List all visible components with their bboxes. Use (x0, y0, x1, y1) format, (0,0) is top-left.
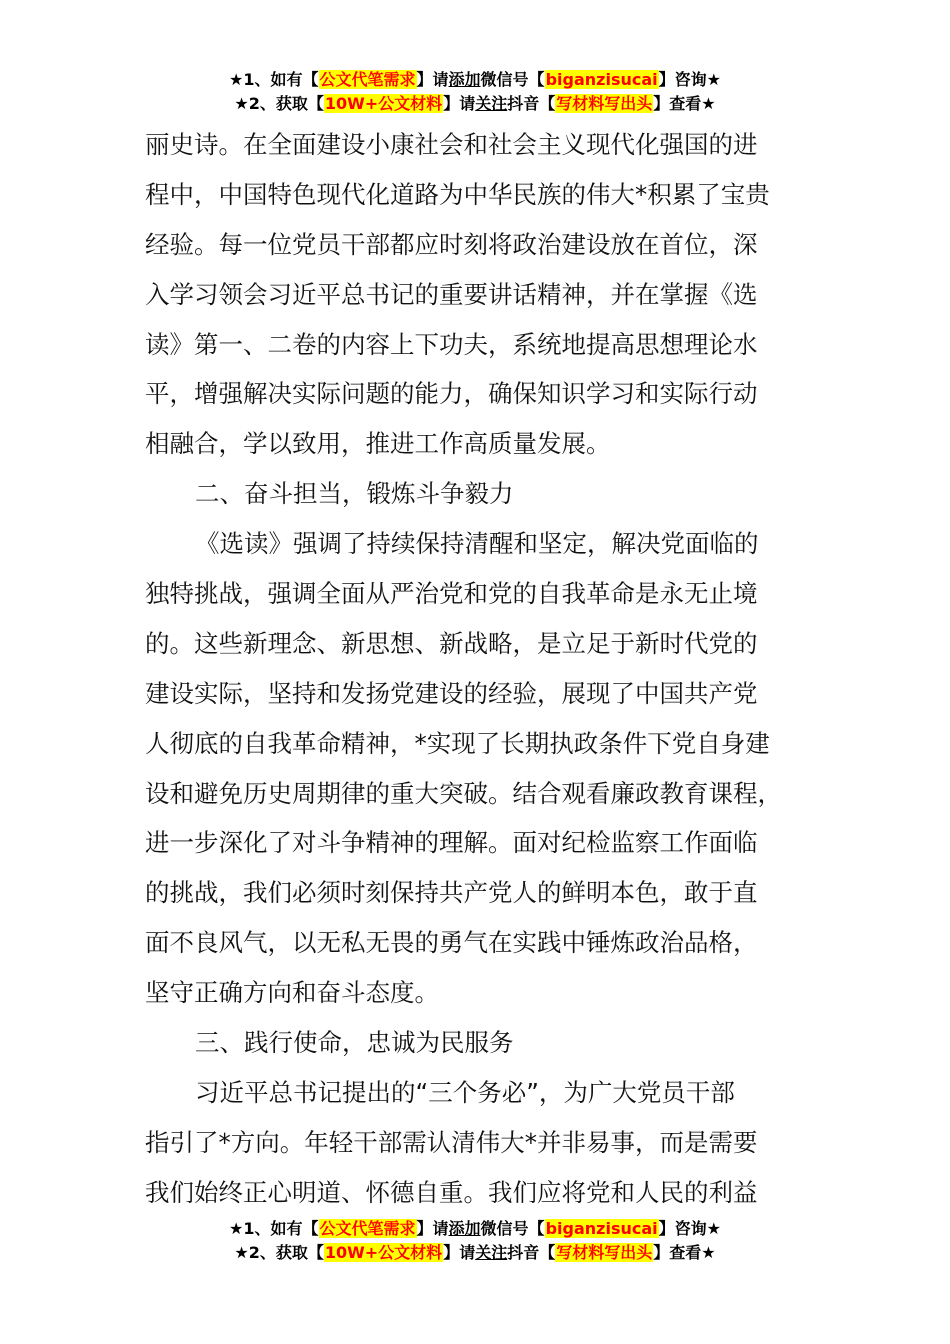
section-heading: 二、奋斗担当，锻炼斗争毅力 (195, 479, 514, 509)
body-line: 入学习领会习近平总书记的重要讲话精神，并在掌握《选 (145, 279, 758, 309)
banner-text: 抖音【 (507, 94, 556, 113)
underlined-text: 添加 (448, 1219, 481, 1238)
banner-text: 】请 (416, 1219, 449, 1238)
banner-line-2 (0, 1241, 950, 1265)
document-body (145, 120, 805, 1218)
banner-line-2 (0, 92, 950, 116)
body-line: 进一步深化了对斗争精神的理解。面对纪检监察工作面临 (145, 828, 758, 858)
body-line: 坚守正确方向和奋斗态度。 (145, 978, 439, 1008)
banner-line-1 (0, 68, 950, 92)
highlight-text: 公文代笔需求 (319, 1219, 416, 1238)
body-line: 人彻底的自我革命精神，*实现了长期执政条件下党自身建 (145, 728, 770, 758)
body-line: 丽史诗。在全面建设小康社会和社会主义现代化强国的进 (145, 130, 758, 159)
banner-text: ★1、如有【 (229, 70, 319, 89)
banner-text: 】查看★ (653, 1243, 716, 1262)
section-heading: 三、践行使命，忠诚为民服务 (195, 1028, 514, 1058)
highlight-text: 写材料写出头 (556, 94, 653, 113)
body-line: 平，增强解决实际问题的能力，确保知识学习和实际行动 (145, 379, 758, 409)
body-line: 相融合，学以致用，推进工作高质量发展。 (145, 429, 611, 459)
body-line: 面不良风气，以无私无畏的勇气在实践中锤炼政治品格， (145, 928, 758, 958)
banner-text: 】请 (443, 1243, 476, 1262)
banner-text: 】请 (416, 70, 449, 89)
highlight-text: 10W+公文材料 (324, 94, 443, 113)
banner-text: 】咨询★ (658, 1219, 721, 1238)
banner-text: 抖音【 (507, 1243, 556, 1262)
body-line: 设和避免历史周期律的重大突破。结合观看廉政教育课程， (145, 778, 782, 808)
underlined-text: 关注 (475, 94, 508, 113)
body-line: 独特挑战，强调全面从严治党和党的自我革命是永无止境 (145, 579, 758, 609)
body-line: 我们始终正心明道、怀德自重。我们应将党和人民的利益 (145, 1177, 758, 1207)
highlight-text: 写材料写出头 (556, 1243, 653, 1262)
body-line: 的。这些新理念、新思想、新战略，是立足于新时代党的 (145, 628, 758, 658)
highlight-text: 10W+公文材料 (324, 1243, 443, 1262)
header-banner (0, 68, 950, 116)
banner-line-1 (0, 1217, 950, 1241)
highlight-text: 公文代笔需求 (319, 70, 416, 89)
banner-text: 微信号【 (480, 1219, 545, 1238)
body-line: 《选读》强调了持续保持清醒和坚定，解决党面临的 (195, 529, 759, 559)
banner-text: ★2、获取【 (234, 1243, 324, 1262)
body-line: 指引了*方向。年轻干部需认清伟大*并非易事，而是需要 (145, 1127, 758, 1157)
body-line: 习近平总书记提出的“三个务必”，为广大党员干部 (195, 1077, 735, 1107)
body-line: 建设实际，坚持和发扬党建设的经验，展现了中国共产党 (145, 678, 758, 708)
body-line: 读》第一、二卷的内容上下功夫，系统地提高思想理论水 (145, 329, 758, 359)
banner-text: 】请 (443, 94, 476, 113)
banner-text: 】查看★ (653, 94, 716, 113)
underlined-text: 关注 (475, 1243, 508, 1262)
highlight-text: biganzisucai (545, 1219, 658, 1238)
footer-banner (0, 1217, 950, 1265)
banner-text: ★2、获取【 (234, 94, 324, 113)
banner-text: ★1、如有【 (229, 1219, 319, 1238)
body-line: 程中，中国特色现代化道路为中华民族的伟大*积累了宝贵 (145, 179, 770, 209)
underlined-text: 添加 (448, 70, 481, 89)
banner-text: 微信号【 (480, 70, 545, 89)
body-line: 的挑战，我们必须时刻保持共产党人的鲜明本色，敢于直 (145, 878, 758, 908)
body-line: 经验。每一位党员干部都应时刻将政治建设放在首位，深 (145, 229, 758, 259)
highlight-text: biganzisucai (545, 70, 658, 89)
banner-text: 】咨询★ (658, 70, 721, 89)
